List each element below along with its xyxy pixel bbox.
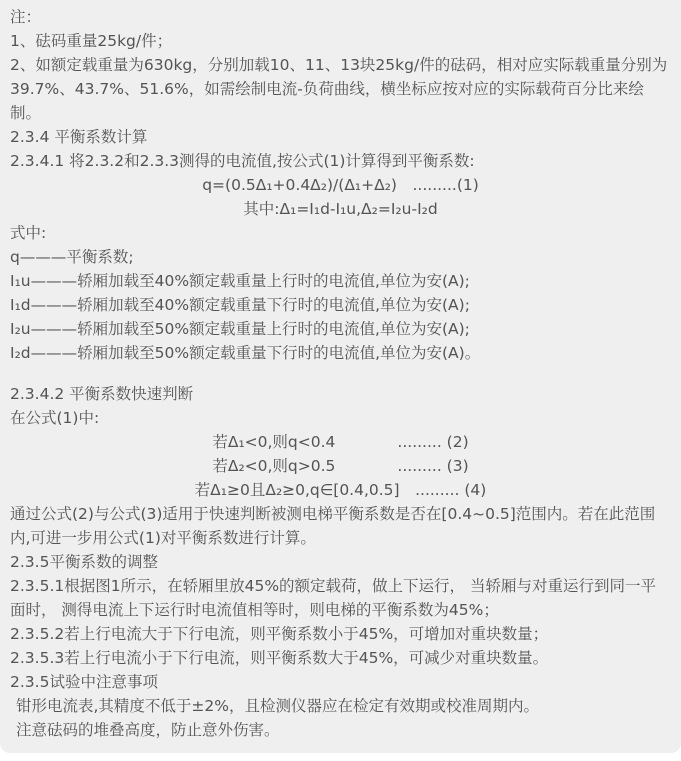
text-line: 2.3.5试验中注意事项 [10, 673, 158, 691]
text-line: I₂d———轿厢加载至50%额定载重量下行时的电流值,单位为安(A)。 [10, 344, 481, 362]
text-line: I₁d———轿厢加载至40%额定载重量下行时的电流值,单位为安(A); [10, 296, 470, 314]
text-line: q———平衡系数; [10, 248, 134, 266]
text-line: 注： [10, 8, 42, 26]
text-line: I₂u———轿厢加载至50%额定载重量上行时的电流值,单位为安(A); [10, 320, 470, 338]
text-line: 2.3.4 平衡系数计算 [10, 128, 148, 146]
spacer [10, 365, 671, 382]
text-line: 式中: [10, 224, 47, 242]
text-line: 注意砝码的堆叠高度，防止意外伤害。 [16, 721, 280, 739]
text-line: 若Δ₂<0,则q>0.5 ......... (3) [212, 457, 469, 475]
text-line: 2.3.5.2若上行电流大于下行电流，则平衡系数小于45%，可增加对重块数量； [10, 625, 549, 643]
text-line: 2.3.5平衡系数的调整 [10, 553, 158, 571]
text-line: 若Δ₁≥0且Δ₂≥0,q∈[0.4,0.5] ......... (4) [194, 481, 487, 499]
text-line: 在公式(1)中: [10, 409, 100, 427]
text-line: 通过公式(2)与公式(3)适用于快速判断被测电梯平衡系数是否在[0.4~0.5]范围内。若在此范围内,可进一步用公式(1)对平衡系数进行计算。 [10, 505, 656, 547]
document-body [10, 5, 671, 742]
text-line: 2.3.5.3若上行电流小于下行电流，则平衡系数大于45%，可减少对重块数量。 [10, 649, 549, 667]
text-line: 2.3.5.1根据图1所示，在轿厢里放45%的额定载荷，做上下运行， 当轿厢与对重运行到同一平面时， 测得电流上下运行时电流值相等时，则电梯的平衡系数为45%； [10, 577, 656, 619]
text-line: 2、如额定载重量为630kg，分别加载10、11、13块25kg/件的砝码，相对应实际载重量分别为39.7%、43.7%、51.6%，如需绘制电流-负荷曲线，横坐标应按对应的实际载荷百分比来绘制。 [10, 56, 668, 122]
text-line: 若Δ₁<0,则q<0.4 ......... (2) [212, 433, 469, 451]
text-line: 2.3.4.2 平衡系数快速判断 [10, 385, 194, 403]
text-line: 1、砝码重量25kg/件； [10, 32, 173, 50]
text-line: 其中:Δ₁=I₁d-I₁u,Δ₂=I₂u-I₂d [243, 200, 438, 218]
text-line: 钳形电流表,其精度不低于±2%，且检测仪器应在检定有效期或校准周期内。 [16, 697, 540, 715]
text-line: I₁u———轿厢加载至40%额定载重量上行时的电流值,单位为安(A); [10, 272, 470, 290]
text-line: q=(0.5Δ₁+0.4Δ₂)/(Δ₁+Δ₂) .........(1) [202, 176, 479, 194]
text-line: 2.3.4.1 将2.3.2和2.3.3测得的电流值,按公式(1)计算得到平衡系数: [10, 152, 475, 170]
